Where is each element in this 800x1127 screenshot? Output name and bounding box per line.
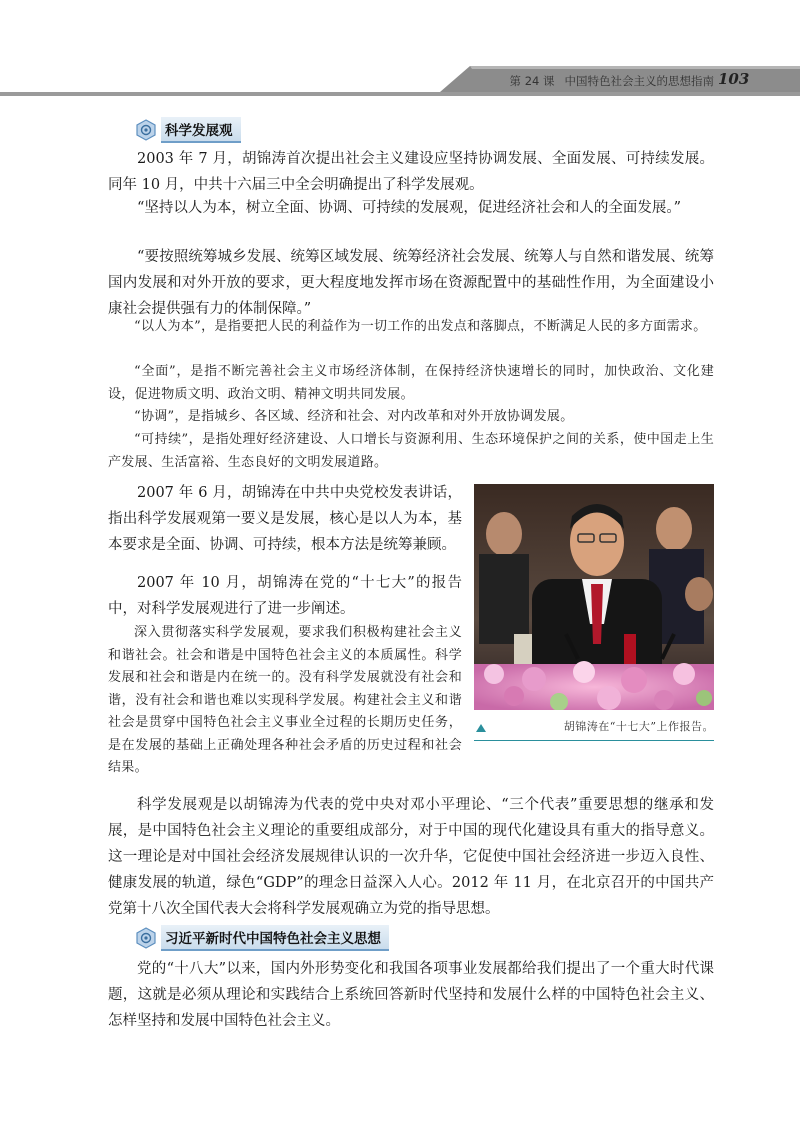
section-badge-icon: [135, 119, 157, 141]
paragraph-closing: 科学发展观是以胡锦涛为代表的党中央对邓小平理论、“三个代表”重要思想的继承和发展，是中国特色社会主义理论的重要组成部分，对于中国的现代化建设具有重大的指导意义。这一理论是对中国社会经济发展规律认识的一次升华，它促使中国社会经济进一步迈入良性、健康发展的轨道，绿色“GDP”的理念日益深入人心。2012 年 11 月，在北京召开的中国共产党第十八次全国代表大会将科学发展观确立为党的指导思想。: [108, 797, 714, 917]
note-comprehensive: “全面”，是指不断完善社会主义市场经济体制，在保持经济快速增长的同时，加快政治、文化建设，促进物质文明、政治文明、精神文明共同发展。: [108, 364, 714, 402]
section-title: 科学发展观: [161, 117, 241, 143]
paragraph-2003: 2003 年 7 月，胡锦涛首次提出社会主义建设应坚持协调发展、全面发展、可持续发展。同年 10 月，中共十六届三中全会明确提出了科学发展观。: [108, 151, 714, 193]
lesson-number: 第 24 课: [509, 74, 555, 88]
note-people-oriented: “以人为本”，是指要把人民的利益作为一切工作的出发点和落脚点，不断满足人民的多方面需求。: [134, 319, 707, 334]
section-badge-icon: [135, 927, 157, 949]
page-number: 103: [718, 70, 750, 88]
paragraph-2007-june: 2007 年 6 月，胡锦涛在中共中央党校发表讲话，指出科学发展观第一要义是发展，核心是以人为本，基本要求是全面、协调、可持续，根本方法是统筹兼顾。: [108, 485, 462, 553]
section-heading-xi-thought: [135, 926, 389, 950]
paragraph-2007-october: 2007 年 10 月，胡锦涛在党的“十七大”的报告中，对科学发展观进行了进一步阐述。: [108, 575, 462, 617]
photo-illustration: [474, 484, 714, 710]
lesson-title: 中国特色社会主义的思想指南: [564, 74, 714, 88]
running-header: [510, 73, 714, 89]
section-title: 习近平新时代中国特色社会主义思想: [161, 925, 389, 951]
note-coordinated: “协调”，是指城乡、各区域、经济和社会、对内改革和对外开放协调发展。: [134, 409, 574, 424]
caption-triangle-icon: [476, 724, 486, 732]
note-harmonious-society: 深入贯彻落实科学发展观，要求我们积极构建社会主义和谐社会。社会和谐是中国特色社会主义的本质属性。科学发展和社会和谐是内在统一的。没有科学发展就没有社会和谐，没有社会和谐也难以实现科学发展。构建社会主义和谐社会是贯穿中国特色社会主义事业全过程的长期历史任务，是在发展的基础上正确处理各种社会矛盾的历史过程和社会结果。: [108, 625, 462, 775]
section-heading-scientific-development: [135, 118, 241, 142]
note-sustainable: “可持续”，是指处理好经济建设、人口增长与资源利用、生态环境保护之间的关系，使中国走上生产发展、生活富裕、生态良好的文明发展道路。: [108, 432, 714, 470]
caption-divider: [474, 740, 714, 741]
paragraph-eighteenth-congress: 党的“十八大”以来，国内外形势变化和我国各项事业发展都给我们提出了一个重大时代课题，这就是必须从理论和实践结合上系统回答新时代坚持和发展什么样的中国特色社会主义、怎样坚持和发展中国特色社会主义。: [108, 961, 714, 1029]
photo-hu-jintao-report: [474, 484, 714, 710]
quote-people-oriented: “坚持以人为本，树立全面、协调、可持续的发展观，促进经济社会和人的全面发展。”: [137, 200, 682, 216]
quote-coordination: “要按照统筹城乡发展、统筹区域发展、统筹经济社会发展、统筹人与自然和谐发展、统筹国内发展和对外开放的要求，更大程度地发挥市场在资源配置中的基础性作用，为全面建设小康社会提供强有力的体制保障。”: [108, 249, 714, 317]
photo-caption: 胡锦涛在“十七大”上作报告。: [563, 720, 714, 733]
